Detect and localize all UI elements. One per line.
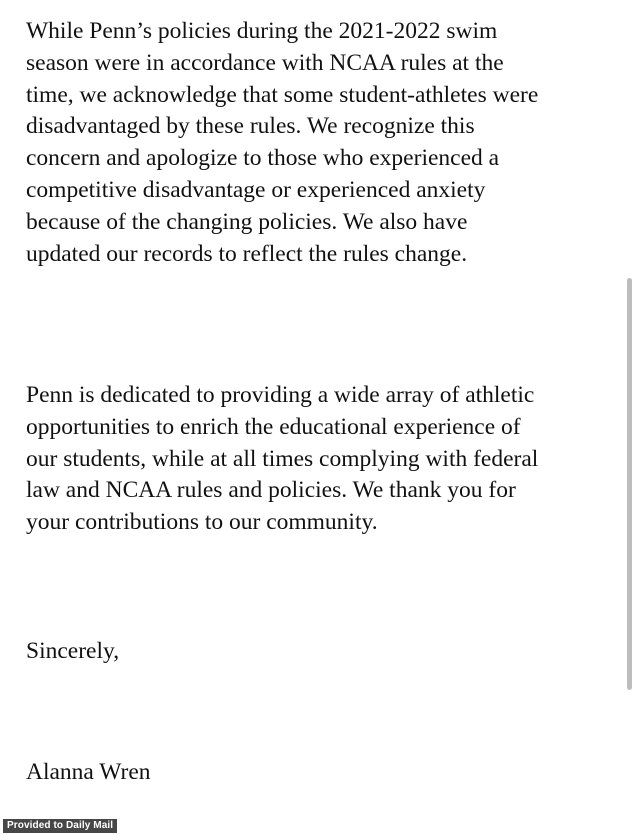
paragraph-commitment [26, 380, 538, 539]
text-line: concern and apologize to those who experienced a [26, 145, 500, 172]
scrollbar-thumb[interactable] [627, 278, 632, 690]
text-line: law and NCAA rules and policies. We thank you for [26, 477, 516, 504]
text-line: updated our records to reflect the rules change. [26, 240, 468, 267]
text-line: opportunities to enrich the educational experience of [26, 413, 521, 440]
text-line: competitive disadvantage or experienced anxiety [26, 176, 486, 203]
text-line: season were in accordance with NCAA rules at the [26, 49, 504, 76]
text-line: time, we acknowledge that some student-athletes were [26, 81, 539, 108]
text-line: our students, while at all times complying with federal [26, 445, 539, 472]
signer-name: Alanna Wren [26, 759, 151, 785]
text-line: because of the changing policies. We also have [26, 208, 468, 235]
text-line: disadvantaged by these rules. We recognize this [26, 113, 475, 140]
paragraph-policy-apology [26, 16, 538, 270]
text-line: While Penn’s policies during the 2021-2022 swim [26, 18, 498, 44]
text-line: Penn is dedicated to providing a wide array of athletic [26, 382, 535, 408]
closing-salutation: Sincerely, [26, 638, 120, 664]
text-line: your contributions to our community. [26, 509, 378, 536]
photo-credit-badge: Provided to Daily Mail [3, 819, 117, 833]
